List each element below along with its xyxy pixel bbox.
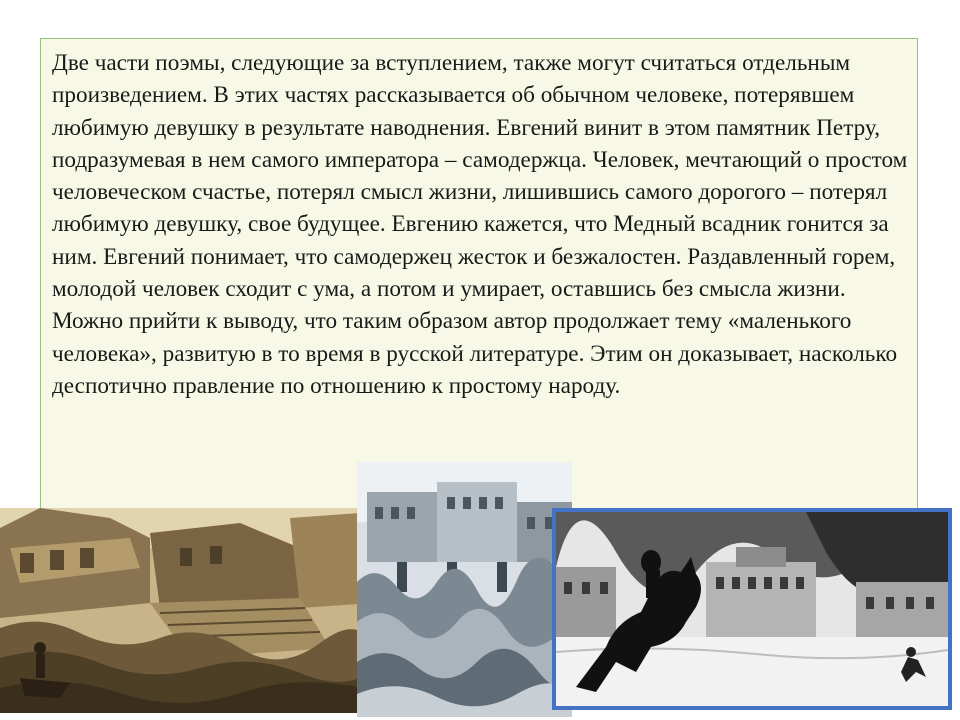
- text-block: [52, 47, 912, 402]
- paragraph-2: Можно прийти к выводу, что таким образом автор продолжает тему «маленького человека», развитую в то время в русской литературе. Этим он доказывает, насколько деспотично правление по отношению к простому народу.: [52, 308, 898, 399]
- flood-illustration: [0, 508, 373, 713]
- paragraph-1: Две части поэмы, следующие за вступлением, также могут считаться отдельным произведением. В этих частях рассказывается об обычном человеке, потерявшем любимую девушку в результате наводнения. Евгений винит в этом памятник Петру, подразумевая в нем самого императора – самодержца. Человек, мечтающий о простом человеческом счастье, потерял смысл жизни, лишившись самого дорогого – потерял любимую девушку, свое будущее. Евгению кажется, что Медный всадник гонится за ним. Евгений понимает, что самодержец жесток и безжалостен. Раздавленный горем, молодой человек сходит с ума, а потом и умирает, оставшись без смысла жизни.: [52, 50, 908, 303]
- waves-illustration: [357, 462, 572, 717]
- horseman-illustration: [552, 508, 952, 710]
